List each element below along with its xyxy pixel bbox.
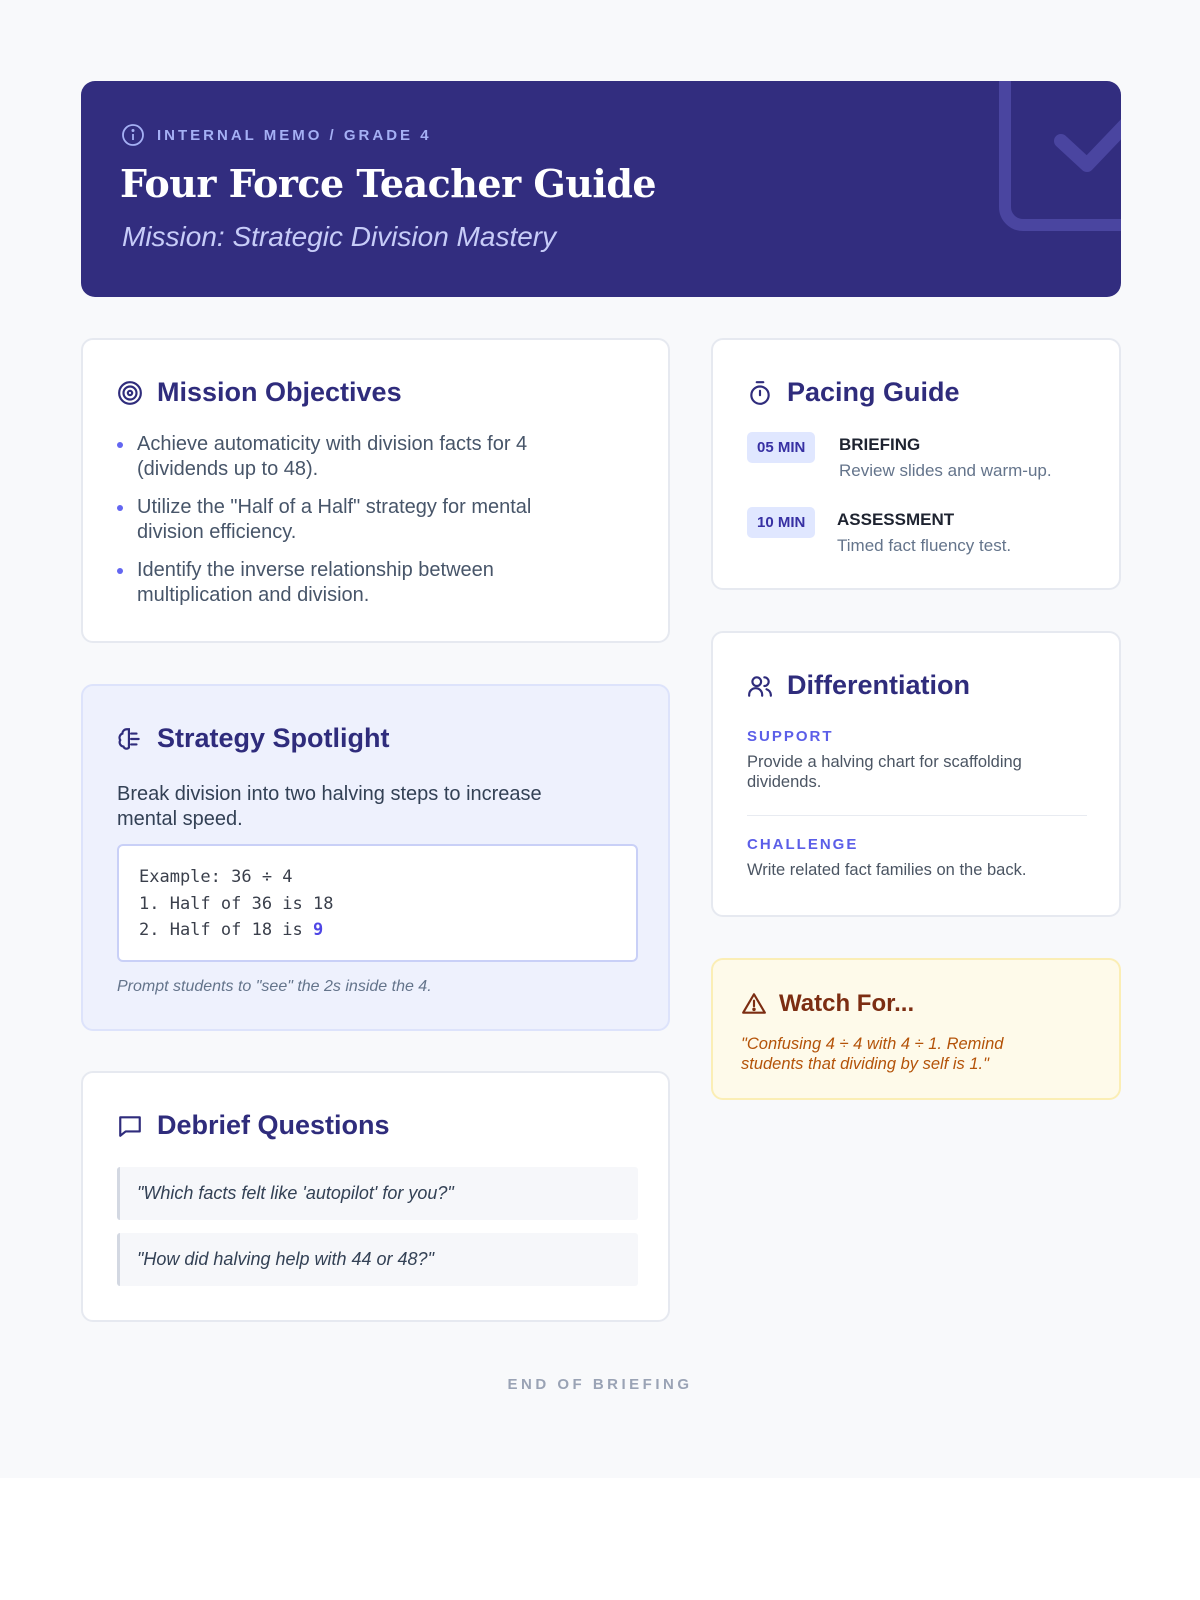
page-title: Four Force Teacher Guide: [120, 161, 657, 206]
page-subtitle: Mission: Strategic Division Mastery: [122, 221, 557, 252]
pacing-card: [711, 338, 1121, 590]
code-line: 1. Half of 36 is 18: [139, 893, 334, 914]
watch-title: Watch For...: [779, 990, 915, 1017]
code-answer: 9: [313, 920, 324, 940]
warning-triangle-icon: [741, 991, 767, 1017]
list-item: Achieve automaticity with division facts for 4 (dividends up to 48).: [117, 432, 587, 482]
list-item: Utilize the "Half of a Half" strategy for mental division efficiency.: [117, 495, 587, 545]
debrief-title: Debrief Questions: [157, 1110, 390, 1140]
strategy-heading: [117, 723, 390, 754]
debrief-heading: [117, 1110, 390, 1141]
differentiation-card: [711, 631, 1121, 917]
list-item: Identify the inverse relationship between multiplication and division.: [117, 558, 587, 608]
info-icon: [121, 123, 145, 147]
users-icon: [747, 673, 773, 699]
pacing-label: ASSESSMENT: [837, 510, 955, 529]
debrief-question: "Which facts felt like 'autopilot' for you?": [117, 1167, 638, 1220]
pacing-desc: Timed fact fluency test.: [837, 536, 1012, 555]
pacing-heading: [747, 377, 960, 408]
memo-eyebrow: [121, 123, 432, 147]
speech-bubble-icon: [117, 1113, 143, 1139]
footer-text: END OF BRIEFING: [507, 1376, 693, 1393]
example-code-block: [117, 844, 638, 962]
code-line-prefix: 2. Half of 18 is: [139, 920, 313, 940]
divider: [747, 815, 1087, 816]
support-text: Provide a halving chart for scaffolding dividends.: [747, 753, 1022, 791]
strategy-description: Break division into two halving steps to increase mental speed.: [117, 783, 542, 830]
pacing-label: BRIEFING: [839, 435, 921, 454]
challenge-text: Write related fact families on the back.: [747, 861, 1027, 879]
brain-icon: [117, 726, 143, 752]
clipboard-check-icon: [991, 81, 1121, 273]
objectives-card: [81, 338, 670, 643]
memo-header: [81, 81, 1121, 297]
eyebrow-text: INTERNAL MEMO / GRADE 4: [157, 126, 432, 144]
stopwatch-icon: [747, 380, 773, 406]
objectives-title: Mission Objectives: [157, 377, 402, 407]
watch-text: "Confusing 4 ÷ 4 with 4 ÷ 1. Remind students that dividing by self is 1.": [741, 1035, 1004, 1073]
differentiation-title: Differentiation: [787, 670, 971, 700]
debrief-card: [81, 1071, 670, 1322]
strategy-card: [81, 684, 670, 1031]
watch-heading: [741, 990, 914, 1018]
strategy-note: Prompt students to "see" the 2s inside the 4.: [117, 978, 432, 995]
objectives-heading: [117, 377, 402, 408]
target-icon: [117, 380, 143, 406]
pacing-desc: Review slides and warm-up.: [839, 461, 1052, 480]
challenge-label: CHALLENGE: [747, 836, 859, 853]
pacing-title: Pacing Guide: [787, 377, 960, 407]
objectives-list: [117, 432, 587, 621]
differentiation-heading: [747, 670, 970, 701]
debrief-question: "How did halving help with 44 or 48?": [117, 1233, 638, 1286]
code-line: [139, 917, 616, 944]
watch-for-card: [711, 958, 1121, 1100]
code-line: Example: 36 ÷ 4: [139, 867, 293, 887]
time-badge: 05 MIN: [747, 432, 815, 463]
strategy-title: Strategy Spotlight: [157, 723, 390, 753]
support-label: SUPPORT: [747, 728, 834, 745]
time-badge: 10 MIN: [747, 507, 815, 538]
